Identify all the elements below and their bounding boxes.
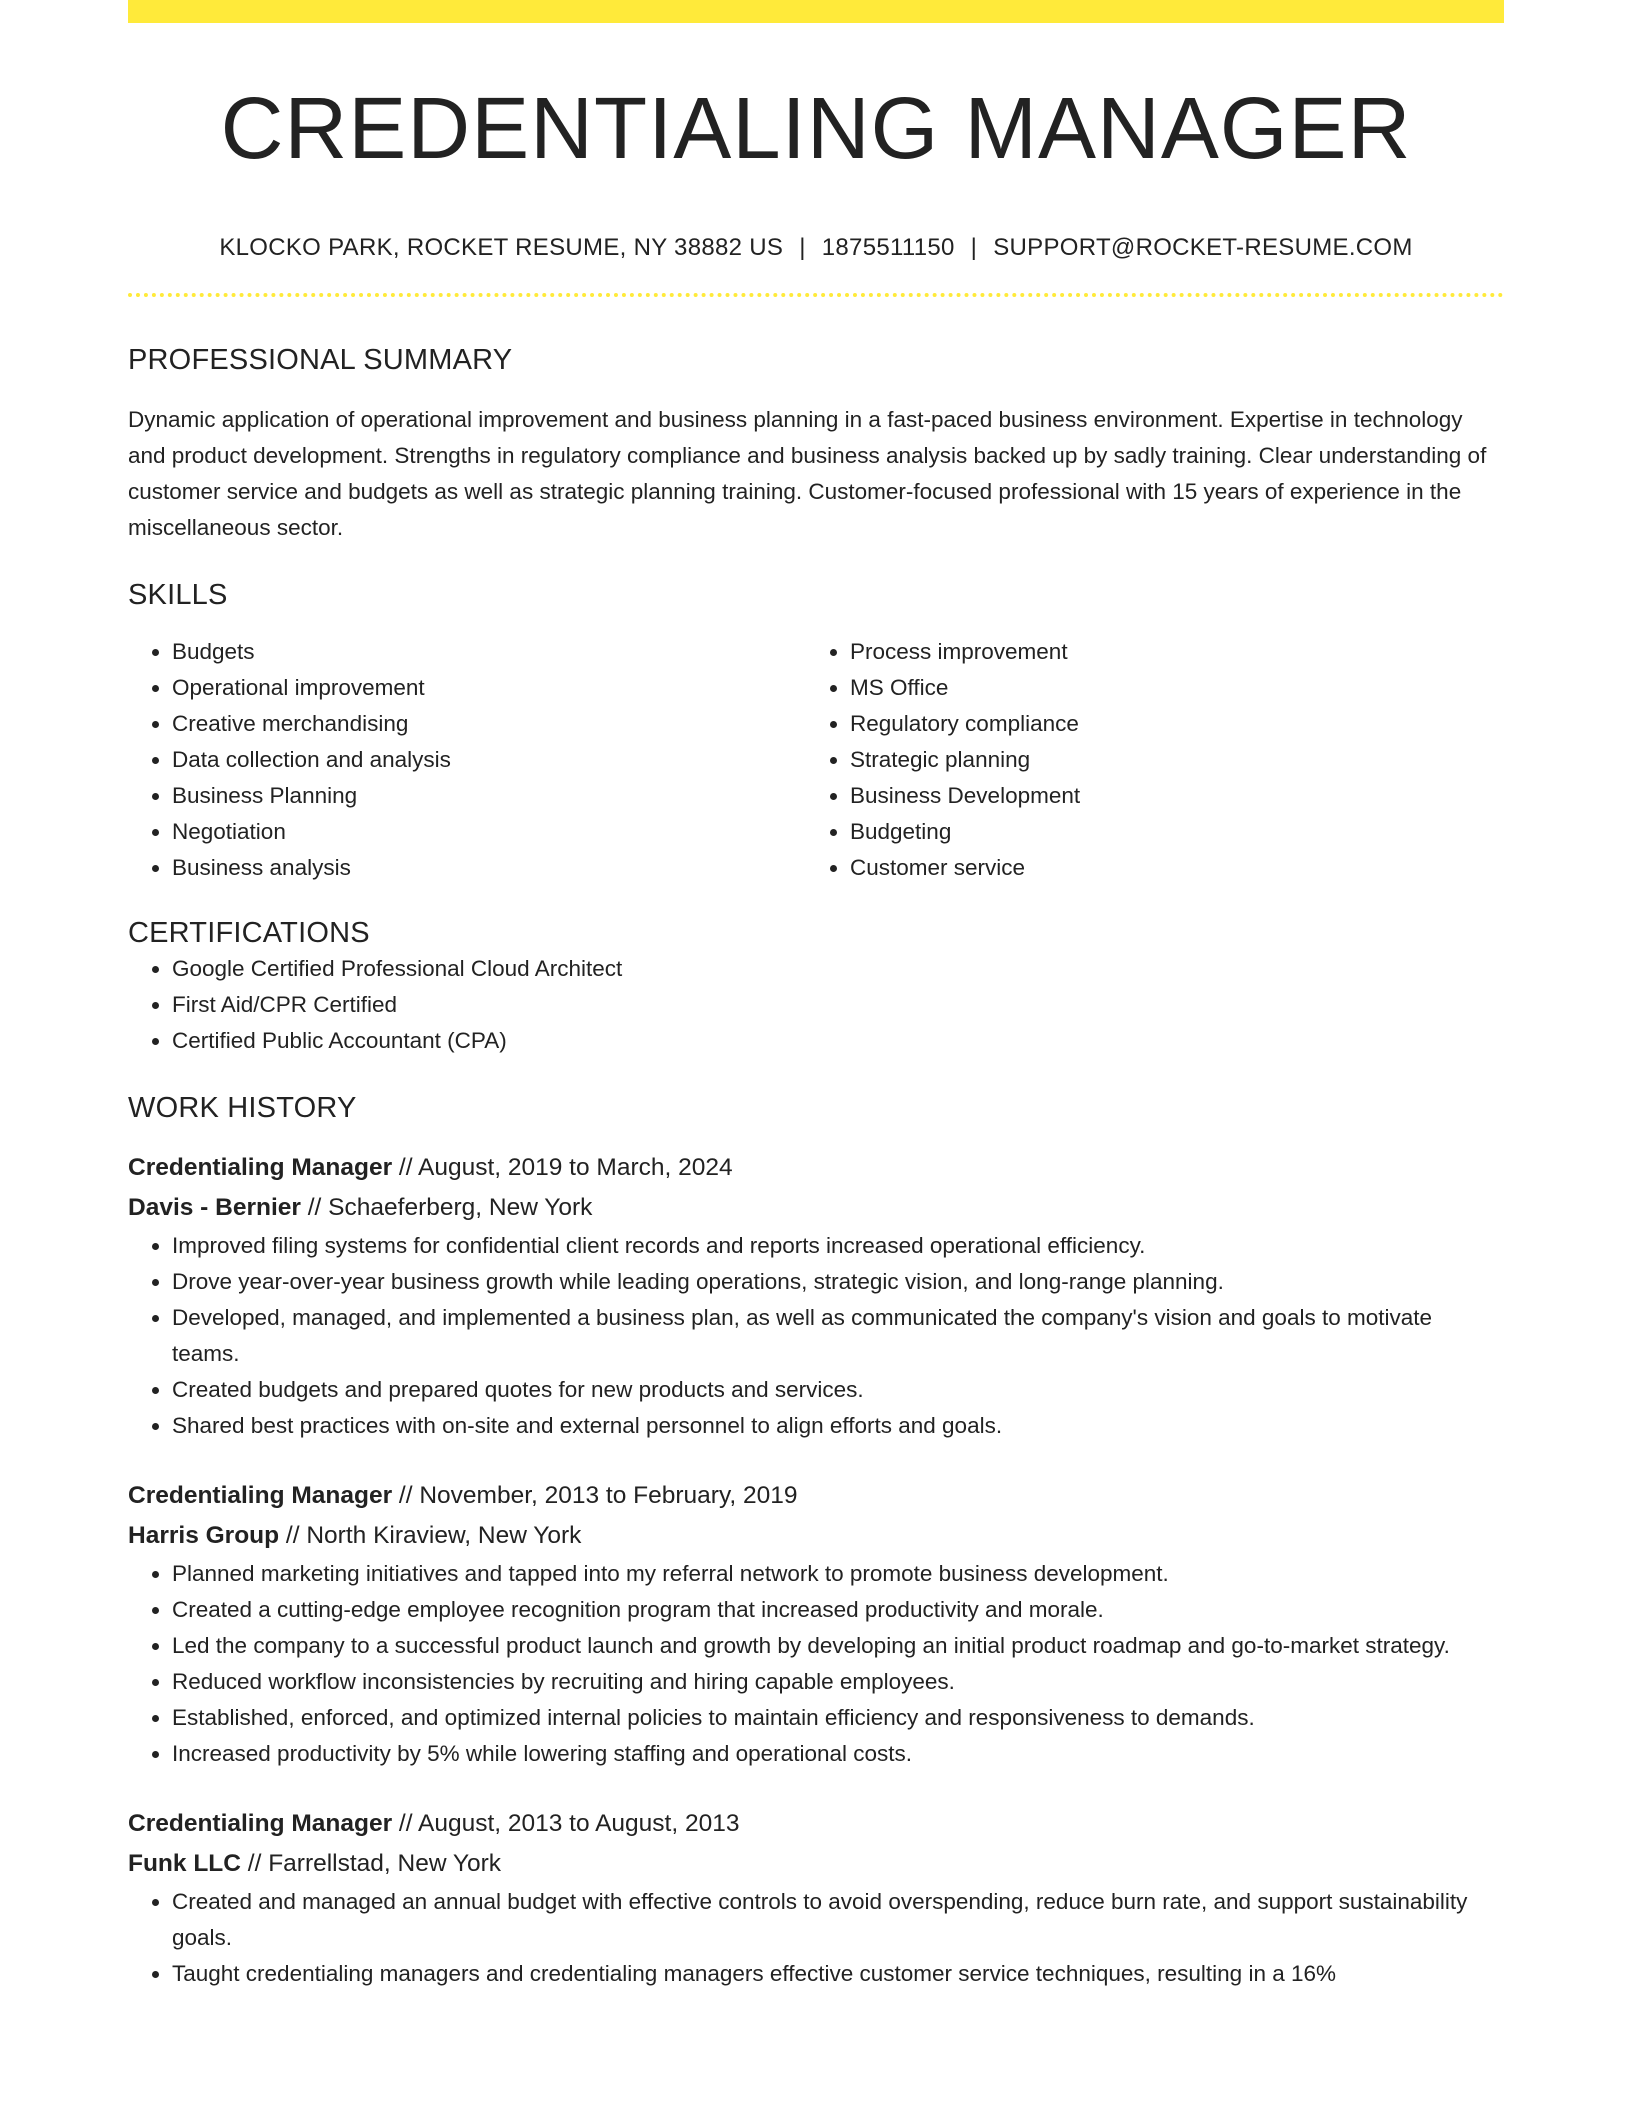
job-company-line	[128, 1188, 1504, 1228]
skill-item: • MS Office	[850, 670, 1484, 706]
skill-item: • Negotiation	[172, 814, 806, 850]
certification-item: • Google Certified Professional Cloud Architect	[172, 951, 1504, 987]
skill-item: • Budgets	[172, 634, 806, 670]
summary-heading: PROFESSIONAL SUMMARY	[128, 343, 513, 376]
skills-list-right	[806, 634, 1484, 886]
work-history-heading: WORK HISTORY	[128, 1092, 357, 1125]
skills-list-left	[128, 634, 806, 886]
job-company: Davis - Bernier	[128, 1193, 301, 1221]
job-location: // Farrellstad, New York	[240, 1849, 502, 1877]
job-company: Funk LLC	[128, 1849, 241, 1877]
dotted-divider	[128, 293, 1504, 297]
job-company-line	[128, 1516, 1504, 1556]
top-accent-bar	[128, 0, 1504, 23]
skill-item: • Operational improvement	[172, 670, 806, 706]
skill-item: • Creative merchandising	[172, 706, 806, 742]
skills-heading: SKILLS	[128, 578, 228, 611]
contact-separator: |	[970, 234, 978, 261]
certification-item: • First Aid/CPR Certified	[172, 987, 1504, 1023]
skill-item: • Strategic planning	[850, 742, 1484, 778]
job-bullet: • Shared best practices with on-site and external personnel to align efforts and goals.	[172, 1408, 1504, 1444]
contact-line	[128, 234, 1504, 263]
job-bullet: • Planned marketing initiatives and tapped into my referral network to promote business development.	[172, 1556, 1504, 1592]
certification-item: • Certified Public Accountant (CPA)	[172, 1023, 1504, 1059]
job-entry	[128, 1476, 1504, 1772]
skill-item: • Process improvement	[850, 634, 1484, 670]
job-dates: // November, 2013 to February, 2019	[392, 1481, 798, 1509]
contact-address: KLOCKO PARK, ROCKET RESUME, NY 38882 US	[219, 234, 784, 261]
skill-item: • Regulatory compliance	[850, 706, 1484, 742]
job-bullet: • Reduced workflow inconsistencies by recruiting and hiring capable employees.	[172, 1664, 1504, 1700]
contact-email: SUPPORT@ROCKET-RESUME.COM	[993, 234, 1413, 261]
contact-separator: |	[799, 234, 806, 261]
job-bullet: • Created a cutting-edge employee recognition program that increased productivity and morale.	[172, 1592, 1504, 1628]
job-entry	[128, 1148, 1504, 1444]
job-bullet: • Taught credentialing managers and credentialing managers effective customer service techniques, resulting in a 16%	[172, 1956, 1504, 1992]
certifications-heading: CERTIFICATIONS	[128, 917, 370, 950]
job-bullet: • Drove year-over-year business growth while leading operations, strategic vision, and long-range planning.	[172, 1264, 1504, 1300]
job-title: Credentialing Manager	[128, 1809, 393, 1837]
job-bullet: • Created and managed an annual budget with effective controls to avoid overspending, reduce burn rate, and support sustainability goals.	[172, 1884, 1504, 1956]
summary-text: Dynamic application of operational improvement and business planning in a fast-paced business environment. Expertise in technology and product development. Strengths in regulatory compliance and business analysis backed up by sadly training. Clear understanding of customer service and budgets as well as strategic planning training. Customer-focused professional with 15 years of experience in the miscellaneous sector.	[128, 406, 1487, 540]
job-entry	[128, 1804, 1504, 1992]
job-bullet: • Led the company to a successful product launch and growth by developing an initial product roadmap and go-to-market strategy.	[172, 1628, 1504, 1664]
skill-item: • Budgeting	[850, 814, 1484, 850]
skill-item: • Business Planning	[172, 778, 806, 814]
job-location: // Schaeferberg, New York	[300, 1193, 593, 1221]
job-title-line	[128, 1148, 1504, 1188]
resume-title: CREDENTIALING MANAGER	[220, 80, 1412, 177]
skill-item: • Data collection and analysis	[172, 742, 806, 778]
job-title: Credentialing Manager	[128, 1481, 393, 1509]
contact-phone: 1875511150	[821, 234, 955, 261]
resume-page	[128, 0, 1504, 1992]
job-company: Harris Group	[128, 1521, 280, 1549]
job-company-line	[128, 1844, 1504, 1884]
skill-item: • Business analysis	[172, 850, 806, 886]
job-bullets	[128, 1556, 1504, 1772]
job-bullets	[128, 1228, 1504, 1444]
skill-item: • Business Development	[850, 778, 1484, 814]
skills-grid	[128, 634, 1504, 886]
job-bullet: • Created budgets and prepared quotes for new products and services.	[172, 1372, 1504, 1408]
job-location: // North Kiraview, New York	[279, 1521, 582, 1549]
job-title-line	[128, 1476, 1504, 1516]
job-title-line	[128, 1804, 1504, 1844]
job-bullet: • Increased productivity by 5% while lowering staffing and operational costs.	[172, 1736, 1504, 1772]
job-dates: // August, 2019 to March, 2024	[392, 1153, 733, 1181]
job-bullet: • Established, enforced, and optimized internal policies to maintain efficiency and responsiveness to demands.	[172, 1700, 1504, 1736]
job-dates: // August, 2013 to August, 2013	[392, 1809, 740, 1837]
job-title: Credentialing Manager	[128, 1153, 393, 1181]
job-bullet: • Improved filing systems for confidential client records and reports increased operational efficiency.	[172, 1228, 1504, 1264]
skill-item: • Customer service	[850, 850, 1484, 886]
job-bullets	[128, 1884, 1504, 1992]
job-bullet: • Developed, managed, and implemented a business plan, as well as communicated the company's vision and goals to motivate teams.	[172, 1300, 1504, 1372]
certifications-list	[128, 951, 1504, 1059]
